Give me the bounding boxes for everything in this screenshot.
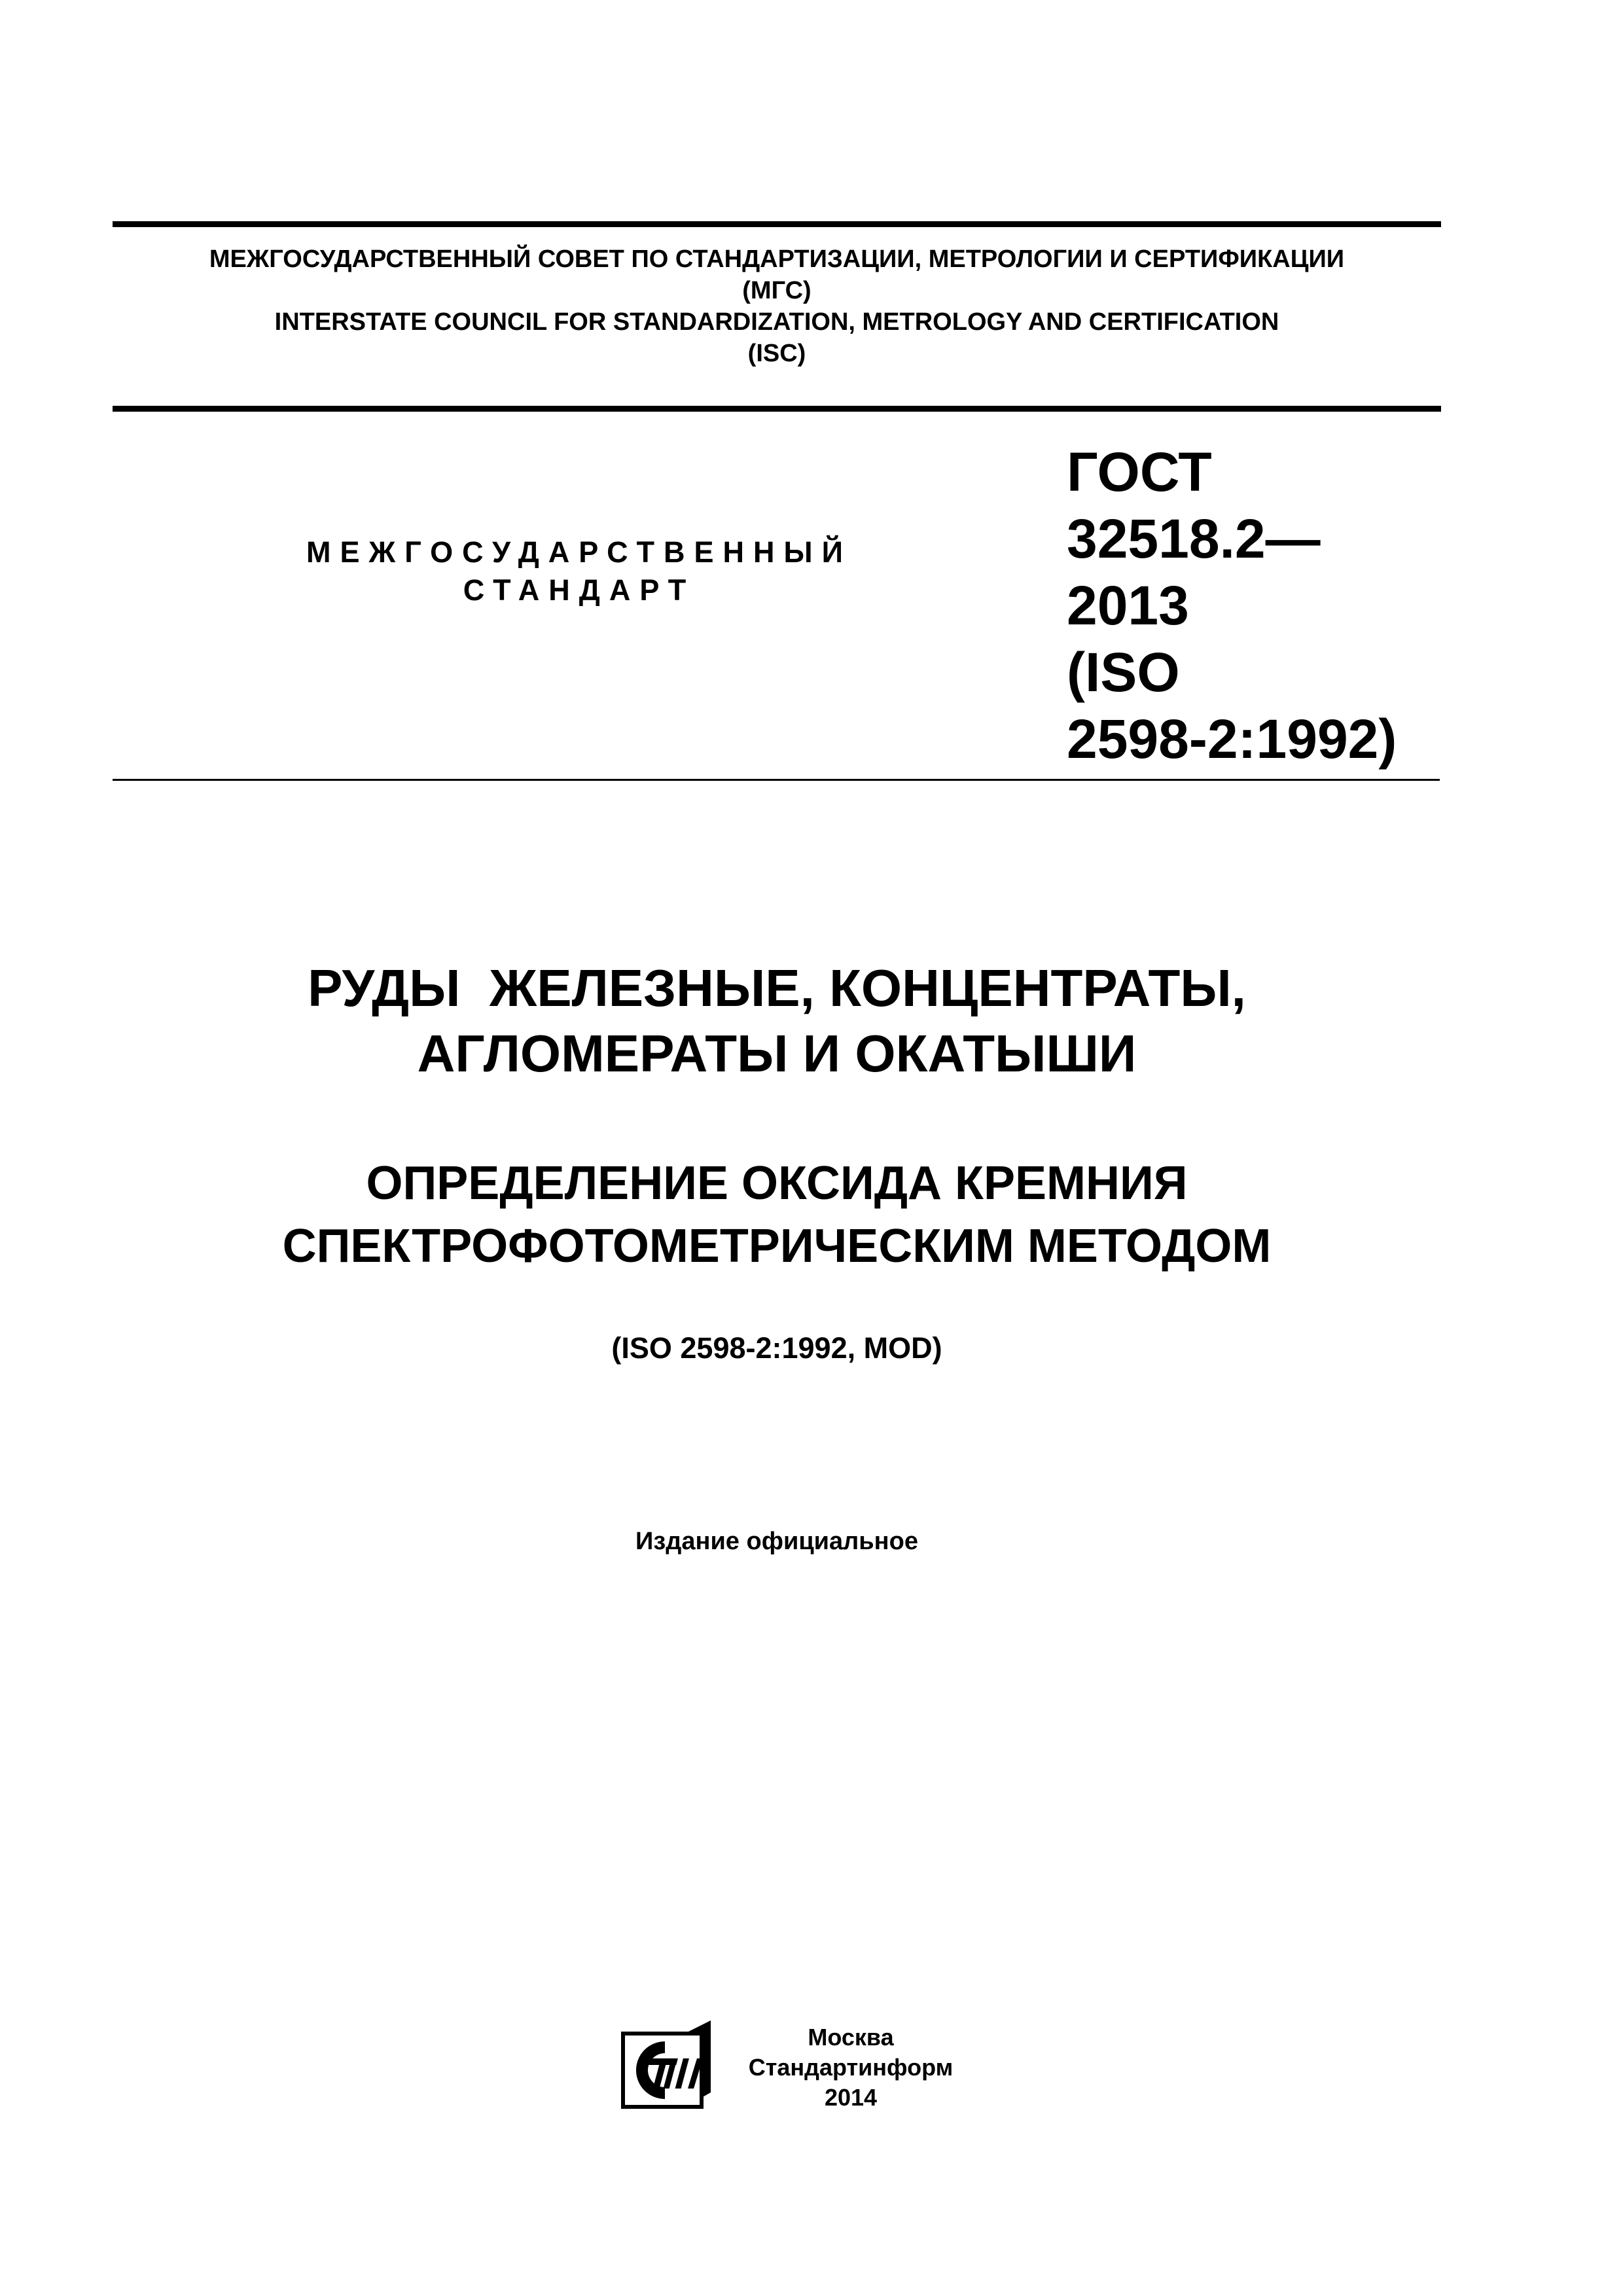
document-title — [113, 956, 1441, 1086]
publisher-city: Москва — [808, 2024, 894, 2051]
publication-year: 2014 — [824, 2084, 878, 2111]
gost-number-line2: 32518.2— — [1067, 508, 1321, 569]
gost-number-line3: 2013 — [1067, 575, 1189, 636]
gost-number — [1067, 439, 1433, 772]
council-abbr-en: (ISC) — [747, 340, 806, 367]
document-title-line2: АГЛОМЕРАТЫ И ОКАТЫШИ — [417, 1024, 1137, 1083]
publisher-block — [733, 2022, 969, 2113]
thin-divider — [113, 779, 1440, 781]
header-divider — [113, 406, 1441, 412]
publisher-name: Стандартинформ — [748, 2054, 954, 2081]
standard-type-line2: СТАНДАРТ — [463, 573, 696, 607]
edition-note: Издание официальное — [635, 1528, 918, 1555]
council-header — [113, 243, 1441, 369]
document-subtitle-line1: ОПРЕДЕЛЕНИЕ ОКСИДА КРЕМНИЯ — [366, 1157, 1188, 1210]
gost-number-line1: ГОСТ — [1067, 441, 1212, 503]
council-name-en: INTERSTATE COUNCIL FOR STANDARDIZATION, METROLOGY AND CERTIFICATION — [274, 308, 1279, 336]
iso-reference: (ISO 2598-2:1992, MOD) — [611, 1331, 942, 1365]
council-name-ru: МЕЖГОСУДАРСТВЕННЫЙ СОВЕТ ПО СТАНДАРТИЗАЦИИ, МЕТРОЛОГИИ И СЕРТИФИКАЦИИ — [209, 245, 1345, 273]
gost-number-line5: 2598-2:1992) — [1067, 708, 1397, 770]
document-title-line1: РУДЫ ЖЕЛЕЗНЫЕ, КОНЦЕНТРАТЫ, — [308, 959, 1246, 1017]
council-abbr-ru: (МГС) — [742, 277, 812, 304]
standard-type-line1: МЕЖГОСУДАРСТВЕННЫЙ — [306, 535, 852, 569]
top-divider — [113, 221, 1441, 227]
document-subtitle — [113, 1152, 1441, 1278]
document-subtitle-line2: СПЕКТРОФОТОМЕТРИЧЕСКИМ МЕТОДОМ — [282, 1220, 1272, 1272]
standard-type — [196, 533, 962, 609]
standartinform-logo-icon — [619, 2019, 714, 2111]
gost-number-line4: (ISO — [1067, 641, 1180, 703]
